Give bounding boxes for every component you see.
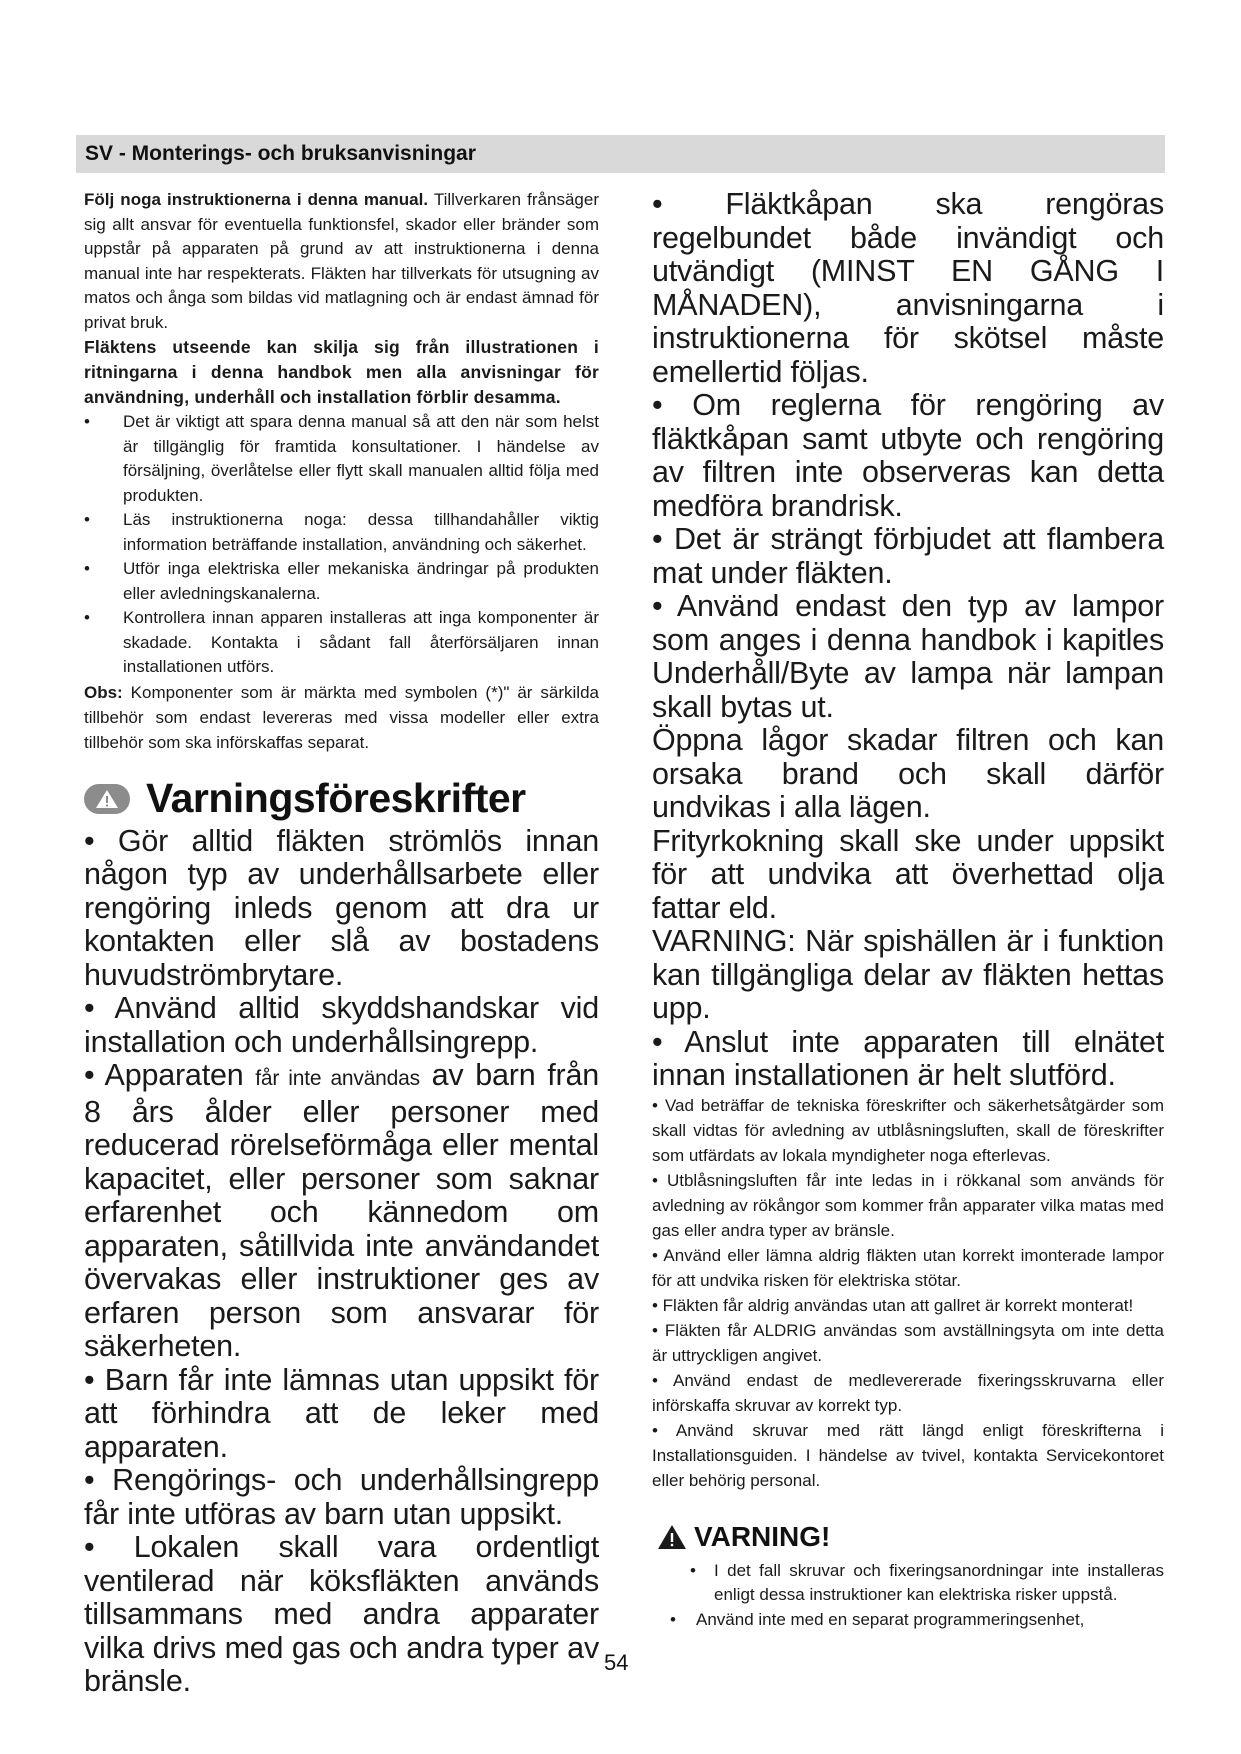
- instruction-list: [84, 410, 599, 680]
- warning-item: • Gör alltid fläkten strömlös innan någon typ av underhållsarbete eller rengöring inleds genom att dra ur kontakten eller slå av bostadens huvudströmbrytare.: [84, 823, 599, 992]
- warnings-heading: [84, 773, 599, 825]
- section-header: SV - Monterings- och bruksanvisningar: [76, 135, 1165, 173]
- warning-item: VARNING: När spishällen är i funktion kan tillgängliga delar av fläkten hettas upp.: [652, 924, 1164, 1025]
- varning-list: [652, 1559, 1164, 1633]
- varning-heading: [652, 1519, 1164, 1555]
- right-column: [652, 188, 1164, 1632]
- warning-item: • Om reglerna för rengöring av fläktkåpan samt utbyte och rengöring av filtren inte observeras kan detta medföra brandrisk.: [652, 388, 1164, 523]
- list-item: • Använd inte med en separat programmeringsenhet,: [670, 1609, 1085, 1629]
- obs-note: [84, 680, 599, 755]
- warning-item: Frityrkokning skall ske under uppsikt för att undvika att överhettad olja fattar eld.: [652, 823, 1164, 925]
- safety-note: • Vad beträffar de tekniska föreskrifter och säkerhetsåtgärder som skall vidtas för avledning av utblåsningsluften, skall de föreskrifter som utfärdats av lokala myndigheter noga efterlevas.: [652, 1095, 1164, 1165]
- obs-text: Komponenter som är märkta med symbolen (*)" är särkilda tillbehör som endast levereras med vissa modeller eller extra tillbehör som ska införskaffas separat.: [84, 682, 599, 752]
- safety-note: • Använd eller lämna aldrig fläkten utan korrekt imonterade lampor för att undvika risken för elektriska stötar.: [652, 1245, 1164, 1290]
- notice-paragraph: Fläktens utseende kan skilja sig från illustrationen i ritningarna i denna handbok men alla anvisningar för användning, underhåll och installation förblir desamma.: [84, 337, 599, 407]
- warning-item: • Lokalen skall vara ordentligt ventilerad när köksfläkten används tillsammans med andra apparater vilka drivs med gas och andra typer av bränsle.: [84, 1530, 599, 1698]
- left-column: [84, 188, 599, 1699]
- warning-item: • Använd endast den typ av lampor som anges i denna handbok i kapitles Underhåll/Byte av lampa när lampan skall bytas ut.: [652, 589, 1164, 724]
- intro-bold: Följ noga instruktionerna i denna manual.: [84, 190, 429, 209]
- warning-item: • Använd alltid skyddshandskar vid installation och underhållsingrepp.: [84, 991, 599, 1059]
- warning-item: Öppna lågor skadar filtren och kan orsaka brand och skall därför undvikas i alla lägen.: [652, 723, 1164, 824]
- list-item: • I det fall skruvar och fixeringsanordningar inte installeras enligt dessa instruktioner kan elektriska risker uppstå.: [690, 1560, 1164, 1604]
- intro-text: Tillverkaren frånsäger sig allt ansvar för eventuella funktionsfel, skador eller bränder som uppstår på apparaten på grund av att instruktionerna i denna manual inte har respekterats. Fläkten har tillverkats för utsugning av matos och ånga som bildas vid matlagning och är endast ämnad för privat bruk.: [84, 190, 600, 332]
- safety-note: • Utblåsningsluften får inte ledas in i rökkanal som används för avledning av rökångor som kommer från apparater vilka matas med gas eller andra typer av bränsle.: [652, 1170, 1164, 1240]
- warning-triangle-icon: [84, 784, 130, 814]
- warning-item: • Fläktkåpan ska rengöras regelbundet både invändigt och utvändigt (MINST EN GÅNG I MÅNADEN), anvisningarna i instruktionerna för skötsel måste emellertid följas.: [652, 187, 1164, 389]
- varning-title: VARNING!: [694, 1520, 831, 1552]
- obs-label: Obs:: [84, 682, 123, 702]
- safety-note: • Använd skruvar med rätt längd enligt föreskrifterna i Installationsguiden. I händelse av tvivel, kontakta Servicekontoret eller behörig personal.: [652, 1420, 1164, 1490]
- list-item: • Det är viktigt att spara denna manual så att den när som helst är tillgänglig för framtida konsultationer. I händelse av försäljning, överlåtelse eller flytt skall manualen alltid följa med produkten.: [84, 412, 599, 505]
- warning-triangle-icon: [656, 1523, 688, 1551]
- warning-item: • Det är strängt förbjudet att flambera mat under fläkten.: [652, 522, 1164, 590]
- warning-item: • Anslut inte apparaten till elnätet innan installationen är helt slutförd.: [652, 1024, 1164, 1092]
- page-number: 54: [604, 1650, 629, 1675]
- warning-item: • Rengörings- och underhållsingrepp får inte utföras av barn utan uppsikt.: [84, 1463, 599, 1531]
- safety-note: • Fläkten får ALDRIG användas som avställningsyta om inte detta är uttryckligen angivet.: [652, 1320, 1164, 1365]
- list-item: • Utför inga elektriska eller mekaniska ändringar på produkten eller avledningskanalerna.: [84, 559, 599, 603]
- safety-note: • Fläkten får aldrig användas utan att gallret är korrekt monterat!: [652, 1295, 1134, 1315]
- intro-paragraph: [84, 188, 599, 335]
- warning-item: • Apparaten får inte användas av barn från 8 års ålder eller personer med reducerad rörelseförmåga eller mental kapacitet, eller personer som saknar erfarenhet och kännedom om apparaten, såtillvida inte användandet övervakas eller instruktioner ges av erfaren person som ansvarar för säkerheten.: [84, 1058, 599, 1363]
- warning-item: • Barn får inte lämnas utan uppsikt för att förhindra att de leker med apparaten.: [84, 1362, 599, 1464]
- list-item: • Läs instruktionerna noga: dessa tillhandahåller viktig information beträffande installation, användning och säkerhet.: [84, 510, 599, 554]
- safety-note: • Använd endast de medlevererade fixeringsskruvarna eller införskaffa skruvar av korrekt typ.: [652, 1370, 1164, 1415]
- page-title: Varningsföreskrifter: [146, 775, 526, 821]
- list-item: • Kontrollera innan apparen installeras att inga komponenter är skadade. Kontakta i sådant fall återförsäljaren innan installationen utförs.: [84, 608, 599, 676]
